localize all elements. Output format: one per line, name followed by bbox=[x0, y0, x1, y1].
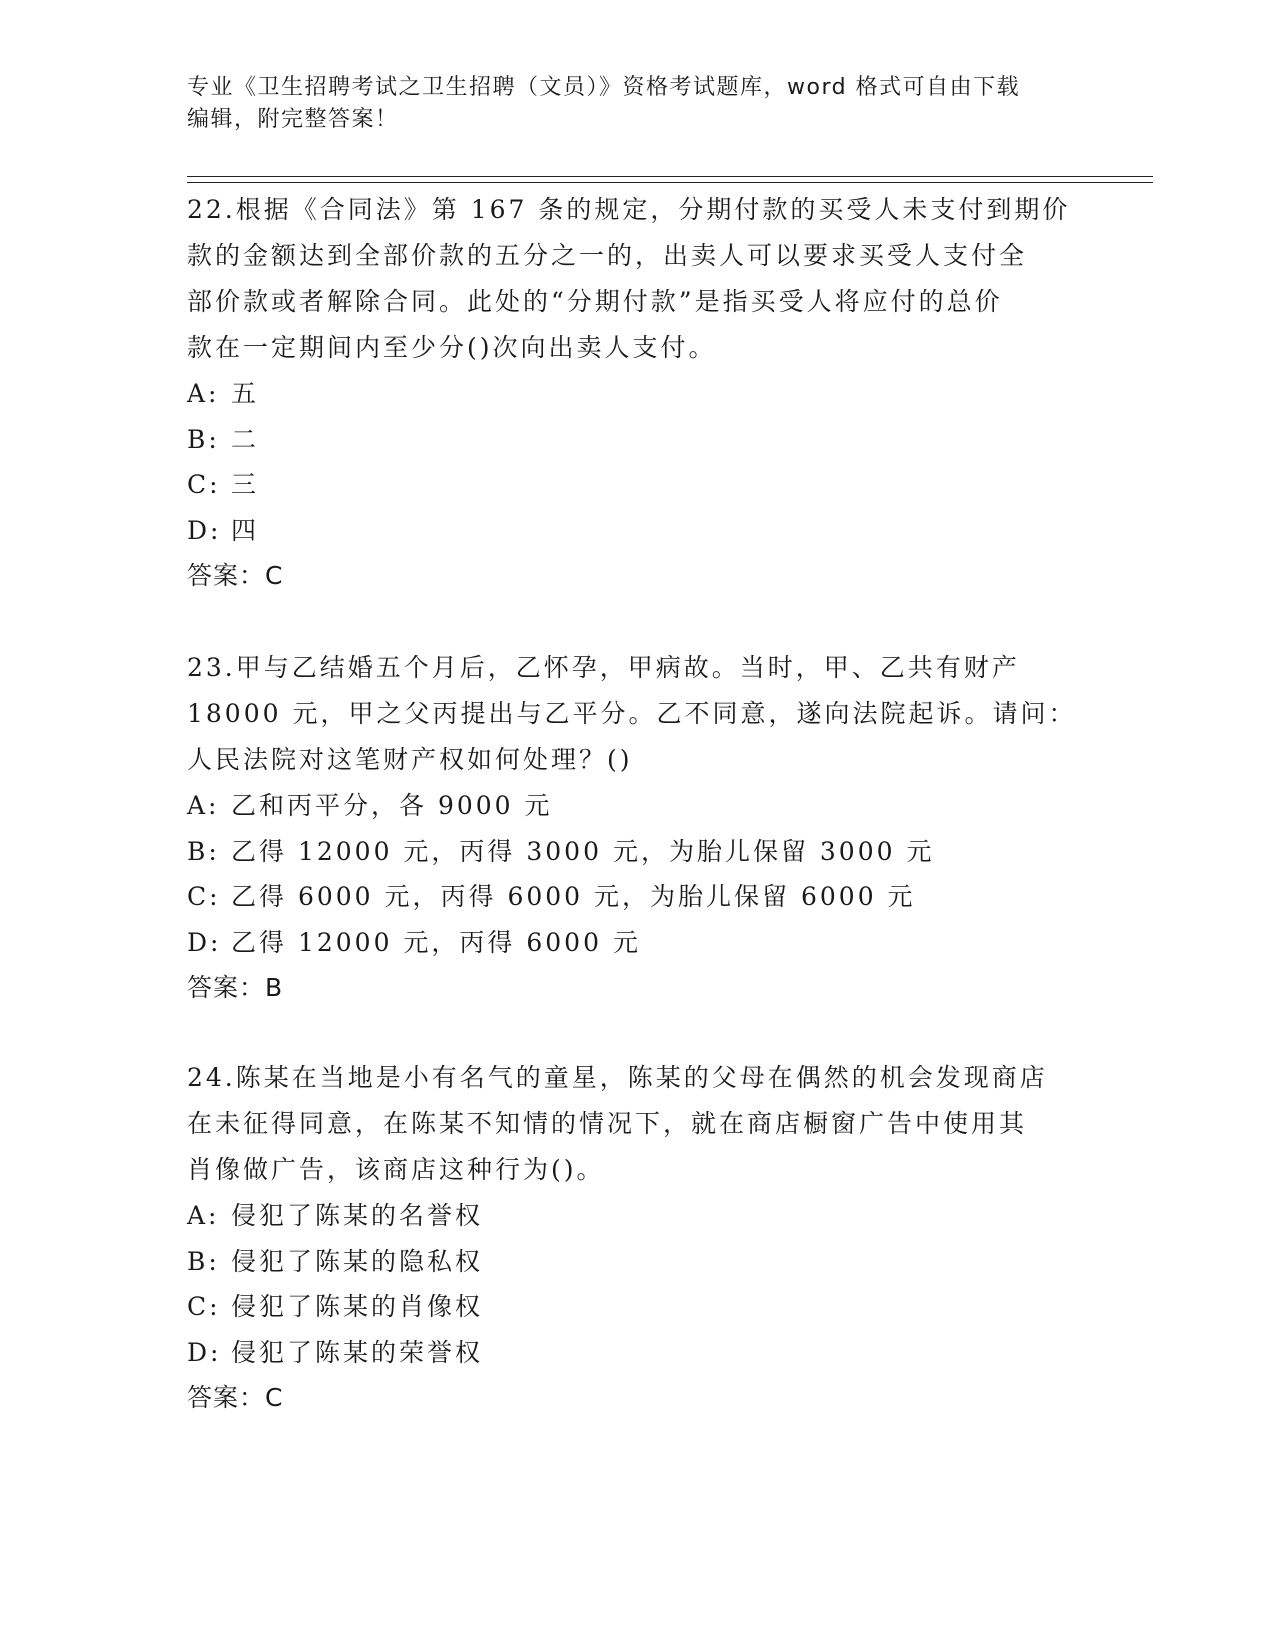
question-stem-line: 部价款或者解除合同。此处的“分期付款”是指买受人将应付的总价 bbox=[187, 287, 1003, 316]
header-line-1: 专业《卫生招聘考试之卫生招聘（文员）》资格考试题库，word 格式可自由下载 bbox=[187, 75, 1021, 100]
header-divider-bottom bbox=[187, 182, 1153, 183]
option-b bbox=[187, 1239, 1087, 1285]
option-text: 侵犯了陈某的名誉权 bbox=[231, 1201, 484, 1230]
option-b bbox=[187, 829, 1087, 875]
option-letter: B: bbox=[187, 424, 220, 454]
option-letter: A: bbox=[187, 379, 220, 408]
option-letter: C: bbox=[187, 882, 221, 911]
option-text: 侵犯了陈某的肖像权 bbox=[231, 1292, 484, 1321]
option-letter: D: bbox=[187, 1337, 222, 1367]
option-d bbox=[187, 1330, 1087, 1376]
option-letter: D: bbox=[187, 515, 222, 545]
option-text: 二 bbox=[231, 424, 260, 454]
header-line-2: 编辑，附完整答案！ bbox=[187, 107, 399, 132]
option-b bbox=[187, 417, 1087, 463]
option-text: 乙得 12000 元，丙得 3000 元，为胎儿保留 3000 元 bbox=[231, 836, 935, 866]
option-d bbox=[187, 920, 1087, 966]
option-c bbox=[187, 462, 1087, 508]
option-text: 乙得 12000 元，丙得 6000 元 bbox=[231, 927, 641, 957]
option-letter: A: bbox=[187, 791, 220, 820]
question-stem-line: 24.陈某在当地是小有名气的童星，陈某的父母在偶然的机会发现商店 bbox=[187, 1063, 1048, 1092]
option-text: 三 bbox=[231, 470, 260, 499]
answer-line: 答案：C bbox=[187, 1383, 284, 1412]
option-letter: C: bbox=[187, 1292, 221, 1321]
option-c bbox=[187, 1284, 1087, 1330]
option-text: 侵犯了陈某的隐私权 bbox=[231, 1246, 484, 1276]
option-text: 乙和丙平分，各 9000 元 bbox=[231, 791, 553, 820]
header-divider-top bbox=[187, 176, 1153, 177]
option-a bbox=[187, 1193, 1087, 1239]
option-c bbox=[187, 874, 1087, 920]
option-letter: C: bbox=[187, 470, 221, 499]
question-stem-line: 款的金额达到全部价款的五分之一的，出卖人可以要求买受人支付全 bbox=[187, 241, 1028, 270]
question-stem-line: 款在一定期间内至少分()次向出卖人支付。 bbox=[187, 333, 717, 362]
option-letter: D: bbox=[187, 927, 222, 957]
answer-line: 答案：C bbox=[187, 561, 284, 590]
option-a bbox=[187, 371, 1087, 417]
answer-line: 答案：B bbox=[187, 973, 284, 1002]
question-24 bbox=[187, 1055, 1087, 1421]
option-d bbox=[187, 508, 1087, 554]
option-letter: B: bbox=[187, 836, 220, 866]
option-text: 侵犯了陈某的荣誉权 bbox=[231, 1337, 484, 1367]
question-23 bbox=[187, 645, 1087, 1011]
question-stem-line: 18000 元，甲之父丙提出与乙平分。乙不同意，遂向法院起诉。请问： bbox=[187, 699, 1077, 728]
question-22 bbox=[187, 187, 1087, 599]
question-stem-line: 23.甲与乙结婚五个月后，乙怀孕，甲病故。当时，甲、乙共有财产 bbox=[187, 653, 1020, 682]
question-stem-line: 在未征得同意，在陈某不知情的情况下，就在商店橱窗广告中使用其 bbox=[187, 1109, 1028, 1138]
option-text: 四 bbox=[231, 515, 260, 545]
option-letter: B: bbox=[187, 1246, 220, 1276]
question-stem-line: 肖像做广告，该商店这种行为()。 bbox=[187, 1155, 605, 1184]
option-letter: A: bbox=[187, 1201, 220, 1230]
document-header bbox=[187, 72, 1067, 136]
option-text: 五 bbox=[231, 379, 260, 408]
option-a bbox=[187, 783, 1087, 829]
question-stem-line: 22.根据《合同法》第 167 条的规定，分期付款的买受人未支付到期价 bbox=[187, 195, 1071, 224]
question-stem-line: 人民法院对这笔财产权如何处理？() bbox=[187, 745, 633, 774]
option-text: 乙得 6000 元，丙得 6000 元，为胎儿保留 6000 元 bbox=[231, 882, 916, 911]
